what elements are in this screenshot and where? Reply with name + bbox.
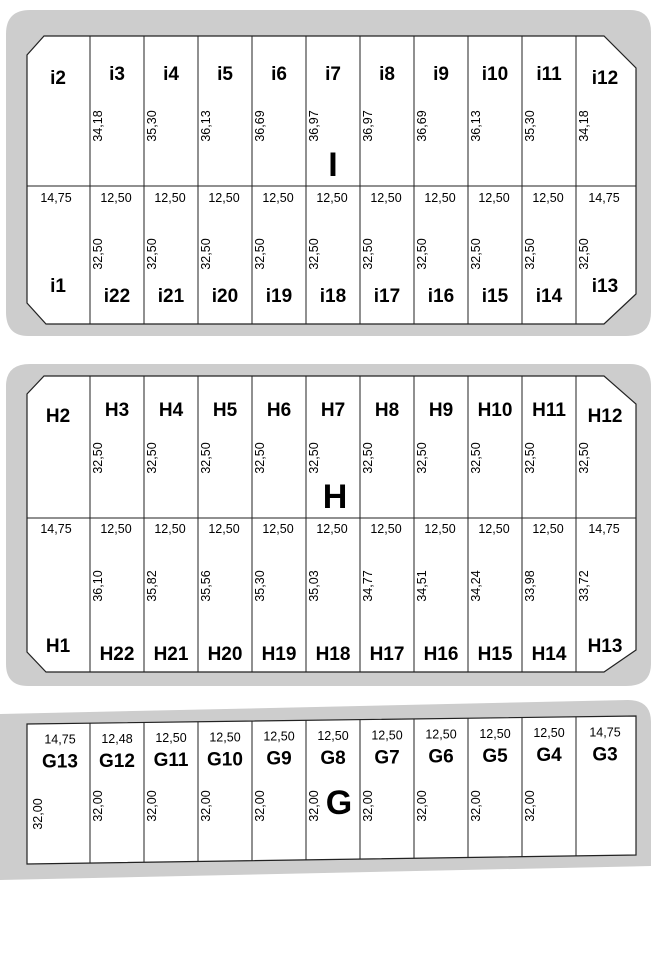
lot-width-i19: 12,50 xyxy=(262,191,294,205)
lot-label-i22: i22 xyxy=(103,286,131,307)
lot-width-i16: 12,50 xyxy=(424,191,456,205)
lot-width-h14: 12,50 xyxy=(532,522,564,536)
lot-length-i9: 36,69 xyxy=(415,110,429,142)
lot-length-i21: 32,50 xyxy=(145,238,159,270)
lot-length-h9: 32,50 xyxy=(415,442,429,474)
lot-length-i13: 32,50 xyxy=(577,238,591,270)
block-h-name: H xyxy=(322,478,348,516)
lot-width-g9: 12,50 xyxy=(263,729,295,744)
lot-label-h14: H14 xyxy=(531,644,567,665)
lot-label-g9: G9 xyxy=(266,748,292,770)
lot-label-i5: i5 xyxy=(217,64,233,85)
lot-length-i11: 35,30 xyxy=(523,110,537,142)
lot-label-i8: i8 xyxy=(379,64,395,85)
lot-length-h16: 34,51 xyxy=(415,570,429,602)
lot-label-i13: i13 xyxy=(591,276,619,297)
lot-label-h16: H16 xyxy=(423,644,459,665)
lot-width-g5: 12,50 xyxy=(479,726,511,741)
lot-label-g13: G13 xyxy=(42,751,78,773)
lot-length-h15: 34,24 xyxy=(469,570,483,602)
lot-width-i18: 12,50 xyxy=(316,191,348,205)
lot-length-g6: 32,00 xyxy=(415,790,429,822)
lot-length-g13: 32,00 xyxy=(31,798,45,830)
lot-label-g5: G5 xyxy=(482,745,508,767)
lot-length-h20: 35,56 xyxy=(199,570,213,602)
lot-length-h21: 35,82 xyxy=(145,570,159,602)
block-g-name: G xyxy=(325,784,353,822)
lot-length-i10: 36,13 xyxy=(469,110,483,142)
lot-width-i22: 12,50 xyxy=(100,191,132,205)
lot-width-h19: 12,50 xyxy=(262,522,294,536)
lot-width-i20: 12,50 xyxy=(208,191,240,205)
lot-length-h3: 32,50 xyxy=(91,442,105,474)
lot-length-g11: 32,00 xyxy=(145,790,159,822)
lot-width-g3: 14,75 xyxy=(589,725,621,740)
lot-length-h18: 35,03 xyxy=(307,570,321,602)
lot-length-g10: 32,00 xyxy=(199,790,213,822)
lot-width-g13: 14,75 xyxy=(44,732,76,747)
lot-label-g6: G6 xyxy=(428,746,454,768)
block-i-name: I xyxy=(328,146,338,184)
lot-label-i10: i10 xyxy=(481,64,509,85)
lot-length-i19: 32,50 xyxy=(253,238,267,270)
lot-label-h5: H5 xyxy=(212,400,238,421)
lot-width-h22: 12,50 xyxy=(100,522,132,536)
lot-width-i21: 12,50 xyxy=(154,191,186,205)
lot-length-i7: 36,97 xyxy=(307,110,321,142)
lot-width-h1: 14,75 xyxy=(40,522,72,536)
lot-length-h7: 32,50 xyxy=(307,442,321,474)
lot-label-i12: i12 xyxy=(591,68,619,89)
lot-label-i9: i9 xyxy=(433,64,449,85)
lot-length-g9: 32,00 xyxy=(253,790,267,822)
lot-label-h12: H12 xyxy=(587,406,623,427)
lot-width-h13: 14,75 xyxy=(588,522,620,536)
lot-label-i4: i4 xyxy=(163,64,179,85)
lot-length-g4: 32,00 xyxy=(523,790,537,822)
lot-length-h17: 34,77 xyxy=(361,570,375,602)
lot-length-i22: 32,50 xyxy=(91,238,105,270)
lot-length-h12: 32,50 xyxy=(577,442,591,474)
lot-label-i15: i15 xyxy=(481,286,509,307)
lot-label-g3: G3 xyxy=(592,744,618,766)
lot-label-i11: i11 xyxy=(536,64,562,85)
lot-label-h18: H18 xyxy=(315,644,351,665)
lot-length-h8: 32,50 xyxy=(361,442,375,474)
lot-length-i3: 34,18 xyxy=(91,110,105,142)
lot-label-i2: i2 xyxy=(50,68,66,89)
lot-width-h21: 12,50 xyxy=(154,522,186,536)
lot-width-g4: 12,50 xyxy=(533,726,565,741)
lot-length-i15: 32,50 xyxy=(469,238,483,270)
lot-label-g4: G4 xyxy=(536,745,562,767)
lot-length-i8: 36,97 xyxy=(361,110,375,142)
lot-width-i13: 14,75 xyxy=(588,191,620,205)
block-h xyxy=(6,364,651,686)
lot-label-i16: i16 xyxy=(427,286,455,307)
lot-label-i17: i17 xyxy=(373,286,401,307)
lot-label-i14: i14 xyxy=(535,286,563,307)
lot-label-i7: i7 xyxy=(325,64,341,85)
lot-label-h1: H1 xyxy=(45,636,71,657)
lot-label-h11: H11 xyxy=(532,400,566,421)
lot-label-h9: H9 xyxy=(428,400,454,421)
lot-label-h20: H20 xyxy=(207,644,243,665)
lot-label-g7: G7 xyxy=(374,747,400,769)
lot-width-g10: 12,50 xyxy=(209,730,241,745)
lot-label-h6: H6 xyxy=(266,400,292,421)
lot-width-i1: 14,75 xyxy=(40,191,72,205)
lot-length-h11: 32,50 xyxy=(523,442,537,474)
lot-length-h22: 36,10 xyxy=(91,570,105,602)
lot-width-h15: 12,50 xyxy=(478,522,510,536)
lot-label-i20: i20 xyxy=(211,286,239,307)
lot-label-i18: i18 xyxy=(319,286,347,307)
lot-length-i12: 34,18 xyxy=(577,110,591,142)
lot-label-h19: H19 xyxy=(261,644,297,665)
lot-label-i1: i1 xyxy=(50,276,66,297)
lot-label-h13: H13 xyxy=(587,636,623,657)
lot-label-g10: G10 xyxy=(207,749,243,771)
lot-length-h13: 33,72 xyxy=(577,570,591,602)
lot-length-i5: 36,13 xyxy=(199,110,213,142)
lot-label-h21: H21 xyxy=(153,644,189,665)
lot-length-h4: 32,50 xyxy=(145,442,159,474)
lot-length-g5: 32,00 xyxy=(469,790,483,822)
lot-width-h20: 12,50 xyxy=(208,522,240,536)
lot-label-h2: H2 xyxy=(45,406,71,427)
lot-length-h10: 32,50 xyxy=(469,442,483,474)
lot-width-i17: 12,50 xyxy=(370,191,402,205)
lot-label-h7: H7 xyxy=(320,400,346,421)
lot-width-h16: 12,50 xyxy=(424,522,456,536)
lot-label-i6: i6 xyxy=(271,64,287,85)
lot-width-g6: 12,50 xyxy=(425,727,457,742)
block-i xyxy=(6,10,651,336)
lot-length-i14: 32,50 xyxy=(523,238,537,270)
lot-length-h5: 32,50 xyxy=(199,442,213,474)
lot-width-g12: 12,48 xyxy=(101,731,133,746)
lot-label-h15: H15 xyxy=(477,644,513,665)
lot-label-i19: i19 xyxy=(265,286,293,307)
lot-width-g11: 12,50 xyxy=(155,731,187,746)
lot-width-h17: 12,50 xyxy=(370,522,402,536)
lot-length-i6: 36,69 xyxy=(253,110,267,142)
lot-length-i20: 32,50 xyxy=(199,238,213,270)
lot-label-h4: H4 xyxy=(158,400,184,421)
lot-width-i14: 12,50 xyxy=(532,191,564,205)
lot-label-g12: G12 xyxy=(99,750,135,772)
lot-length-i18: 32,50 xyxy=(307,238,321,270)
lot-label-g8: G8 xyxy=(320,747,346,769)
lot-label-i3: i3 xyxy=(109,64,125,85)
lot-label-g11: G11 xyxy=(153,750,189,772)
lot-length-h14: 33,98 xyxy=(523,570,537,602)
lot-length-i17: 32,50 xyxy=(361,238,375,270)
lot-label-h10: H10 xyxy=(477,400,513,421)
lot-width-i15: 12,50 xyxy=(478,191,510,205)
lot-length-g7: 32,00 xyxy=(361,790,375,822)
lot-label-h17: H17 xyxy=(369,644,405,665)
lot-label-h3: H3 xyxy=(104,400,130,421)
lot-length-g8: 32,00 xyxy=(307,790,321,822)
lot-length-h19: 35,30 xyxy=(253,570,267,602)
lot-label-h8: H8 xyxy=(374,400,400,421)
lot-width-g8: 12,50 xyxy=(317,728,349,743)
lot-length-g12: 32,00 xyxy=(91,790,105,822)
lot-length-h6: 32,50 xyxy=(253,442,267,474)
lot-label-i21: i21 xyxy=(157,286,185,307)
lot-label-h22: H22 xyxy=(99,644,135,665)
lot-width-h18: 12,50 xyxy=(316,522,348,536)
lot-width-g7: 12,50 xyxy=(371,728,403,743)
block-g xyxy=(0,700,651,880)
lot-length-i4: 35,30 xyxy=(145,110,159,142)
lot-length-i16: 32,50 xyxy=(415,238,429,270)
